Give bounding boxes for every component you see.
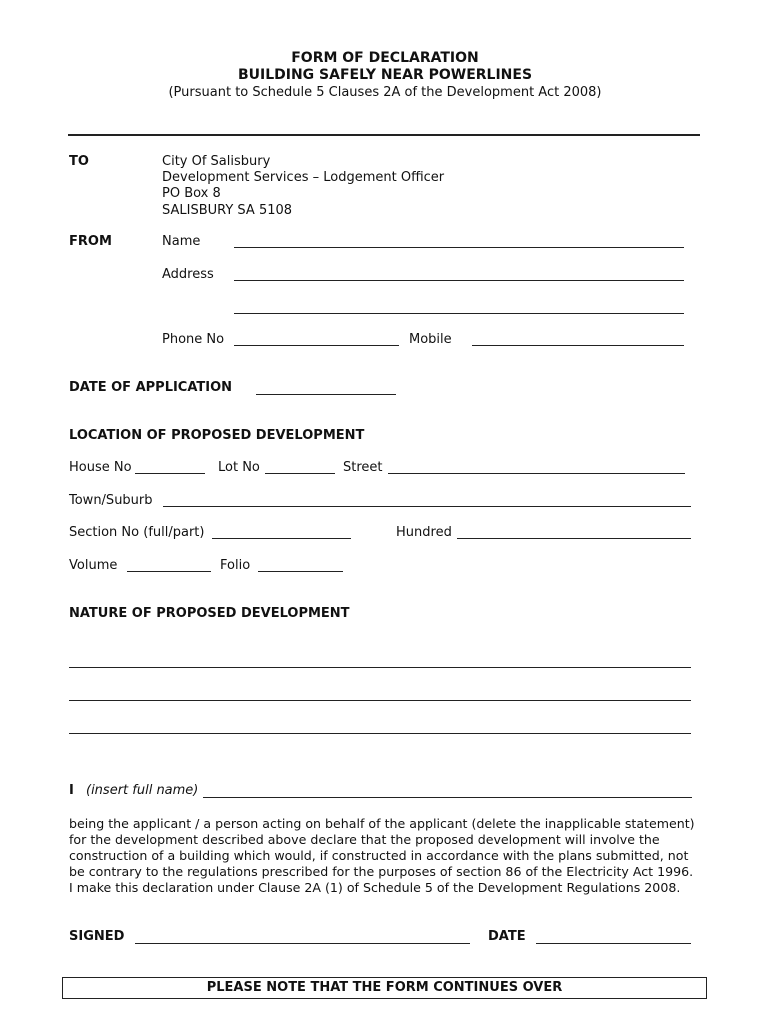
address-field-line-1[interactable] — [234, 280, 684, 281]
address-label: Address — [162, 267, 214, 282]
town-suburb-label: Town/Suburb — [69, 493, 153, 508]
name-label: Name — [162, 234, 201, 249]
to-address-line: City Of Salisbury — [162, 154, 271, 169]
phone-field[interactable] — [234, 345, 399, 346]
street-label: Street — [343, 460, 383, 475]
folio-field[interactable] — [258, 571, 343, 572]
declaration-line: for the development described above declare that the proposed development will involve the — [69, 832, 660, 847]
volume-field[interactable] — [127, 571, 211, 572]
to-address-line: SALISBURY SA 5108 — [162, 203, 293, 218]
section-no-label: Section No (full/part) — [69, 525, 205, 540]
form-legislation-reference: (Pursuant to Schedule 5 Clauses 2A of the Development Act 2008) — [168, 85, 602, 100]
form-title: FORM OF DECLARATION — [291, 50, 479, 66]
hundred-label: Hundred — [396, 525, 452, 540]
from-label: FROM — [69, 234, 112, 249]
volume-label: Volume — [69, 558, 118, 573]
declaration-statement — [69, 816, 709, 896]
to-address-line: PO Box 8 — [162, 186, 221, 201]
folio-label: Folio — [220, 558, 251, 573]
mobile-label: Mobile — [409, 332, 452, 347]
to-label: TO — [69, 154, 89, 169]
mobile-field[interactable] — [472, 345, 684, 346]
insert-full-name-label: (insert full name) — [86, 783, 199, 798]
signature-field[interactable] — [135, 943, 470, 944]
full-name-field[interactable] — [203, 797, 692, 798]
date-field[interactable] — [536, 943, 691, 944]
nature-field-line-2[interactable] — [69, 700, 691, 701]
hundred-field[interactable] — [457, 538, 691, 539]
declaration-line: be contrary to the regulations prescribed for the purposes of section 86 of the Electricity Act 1996. — [69, 864, 694, 879]
declaration-line: construction of a building which would, if constructed in accordance with the plans submitted, not — [69, 848, 689, 863]
address-field-line-2[interactable] — [234, 313, 684, 314]
form-subtitle-heading: BUILDING SAFELY NEAR POWERLINES — [237, 67, 533, 83]
house-no-label: House No — [69, 460, 132, 475]
section-no-field[interactable] — [212, 538, 351, 539]
continues-over-notice — [62, 977, 707, 999]
date-of-application-label: DATE OF APPLICATION — [69, 380, 233, 395]
signed-label: SIGNED — [69, 929, 125, 944]
date-of-application-field[interactable] — [256, 394, 396, 395]
declaration-line: I make this declaration under Clause 2A (1) of Schedule 5 of the Development Regulations 2008. — [69, 880, 681, 895]
town-suburb-field[interactable] — [163, 506, 691, 507]
to-address-line: Development Services – Lodgement Officer — [162, 170, 445, 185]
nature-field-line-1[interactable] — [69, 667, 691, 668]
location-heading: LOCATION OF PROPOSED DEVELOPMENT — [69, 428, 365, 443]
date-label: DATE — [488, 929, 526, 944]
declarant-i-label: I — [69, 783, 74, 798]
nature-heading: NATURE OF PROPOSED DEVELOPMENT — [69, 606, 350, 621]
lot-no-field[interactable] — [265, 473, 335, 474]
name-field[interactable] — [234, 247, 684, 248]
lot-no-label: Lot No — [218, 460, 260, 475]
header-divider — [68, 134, 700, 136]
street-field[interactable] — [388, 473, 685, 474]
declaration-line: being the applicant / a person acting on behalf of the applicant (delete the inapplicable statement) — [69, 816, 695, 831]
continues-over-text: PLEASE NOTE THAT THE FORM CONTINUES OVER — [206, 980, 563, 995]
phone-label: Phone No — [162, 332, 225, 347]
nature-field-line-3[interactable] — [69, 733, 691, 734]
house-no-field[interactable] — [135, 473, 205, 474]
